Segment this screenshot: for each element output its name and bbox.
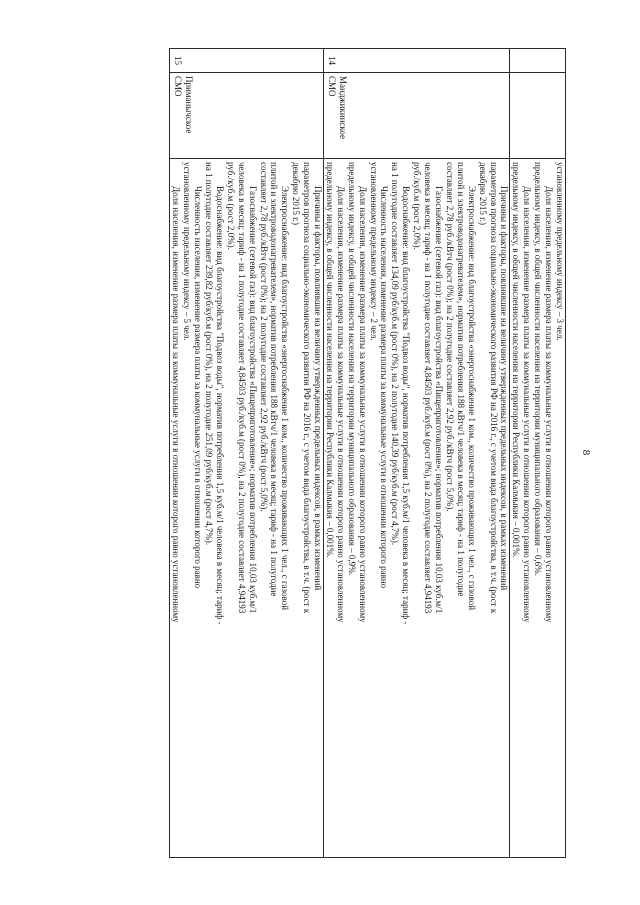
text-line: Причины и факторы, повлиявшие на величину утвержденных предельных индексов, в рамках изменений — [499, 186, 510, 591]
text-line: Численность населения, изменение размера платы за коммунальные услуги в отношении которого равно — [379, 186, 390, 589]
text-line: Газоснабжение (сетевой газ): вид благоустройства «Пищеприготовление»; норматив потребления 10,03 куб.м/1 — [434, 186, 445, 614]
text-line: предельному индексу, в общей численности населения на территории муниципального образования – 0,9%. — [346, 162, 357, 576]
text-line: установленному предельному индексу – 3 чел. — [555, 162, 565, 341]
text-line: установленному предельному индексу – 2 чел. — [368, 162, 379, 341]
municipality-name-cell — [510, 73, 566, 159]
municipality-name-cell: Манджикинское СМО — [324, 73, 510, 159]
table-row — [510, 49, 566, 858]
text-line: составляет 2,78 руб./кВтч (рост 0%); на 2 полугодие составляет 2,92 руб./кВтч (рост 5,0%). — [444, 162, 455, 512]
text-line: на 1 полугодие составляет 134,09 руб/куб.м (рост 0%), на 2 полугодие 140,39 руб/куб.м (рост 4,7%). — [390, 162, 401, 546]
municipality-table — [169, 48, 566, 858]
text-line: Электроснабжение: вид благоустройства «энергоснабжение 1 ком., количество проживающих 1 чел., с газовой — [280, 186, 291, 611]
description-cell — [510, 159, 566, 858]
text-line: составляет 2,78 руб./кВтч (рост 0%); на 2 полугодие составляет 2,92 руб./кВтч (рост 5,0%). — [258, 162, 269, 512]
text-line: предельному индексу, в общей численности населения на территории муниципального образования – 0,6%. — [533, 162, 544, 576]
text-line: Доля населения, изменение размера платы за коммунальные услуги в отношении которого равно установленному — [335, 186, 346, 623]
text-line: параметров прогноза социально-экономического развития РФ на 2016 г., с учетом вида благоустройства, в т.ч. (рост к — [488, 162, 499, 614]
municipality-name-cell: Приманычское СМО — [170, 73, 324, 159]
text-line: плитой и электроводонагревателем», норматив потребления 188 кВтч/1 человека в месяц; тариф - на 1 полугодие — [455, 162, 466, 597]
text-line: предельному индексу, в общей численности населения на территории Республики Калмыкия – 0,001%. — [324, 162, 335, 558]
table-body — [170, 49, 566, 858]
text-line: Доля населения, изменение размера платы за коммунальные услуги в отношении которого равно установленному — [357, 186, 368, 623]
text-line: на 1 полугодие составляет 239,82 руб/куб.м (рост 0%), на 2 полугодие 251,09 руб/куб.м (рост 4,7%). — [204, 162, 214, 546]
text-line: Водоснабжение: вид благоустройства "Подвоз воды", норматив потребления 1,5 куб.м/1 человека в месяц; тариф - — [214, 186, 225, 625]
table-row — [324, 49, 510, 858]
row-number-cell: 15 — [170, 49, 324, 73]
text-line: человека в месяц; тариф - на 1 полугодие составляет 4,84503 руб./куб.м (рост 0%), на 2 полугодие составляет 4,94193 — [423, 162, 434, 614]
text-line: человека в месяц; тариф - на 1 полугодие составляет 4,84503 руб./куб.м (рост 0%), на 2 полугодие составляет 4,94193 — [236, 162, 247, 614]
text-line: предельному индексу, в общей численности населения на территории Республики Калмыкия – 0,001%. — [511, 162, 522, 558]
row-number-cell: 14 — [324, 49, 510, 73]
description-cell — [324, 159, 510, 858]
row-number-cell — [510, 49, 566, 73]
text-line: Доля населения, изменение размера платы за коммунальные услуги в отношении которого равно установленному — [171, 186, 182, 623]
text-line: Доля населения, изменение размера платы за коммунальные услуги в отношении которого равно установленному — [522, 186, 533, 623]
text-line: параметров прогноза социально-экономического развития РФ на 2016 г., с учетом вида благоустройства, в т.ч. (рост к — [302, 162, 313, 614]
text-line: руб./куб.м (рост 2,0%). — [412, 162, 423, 250]
text-line: Электроснабжение: вид благоустройства «энергоснабжение 1 ком., количество проживающих 1 чел., с газовой — [466, 186, 477, 611]
text-line: Доля населения, изменение размера платы за коммунальные услуги в отношении которого равно установленному — [544, 186, 555, 623]
text-line: Численность населения, изменение размера платы за коммунальные услуги в отношении которого равно — [193, 186, 204, 589]
table-row — [170, 49, 324, 858]
page-number: 8 — [580, 449, 592, 456]
text-line: Причины и факторы, повлиявшие на величину утвержденных предельных индексов, в рамках изменений — [313, 186, 324, 591]
text-line: установленному предельному индексу – 5 чел. — [182, 162, 193, 341]
text-line: плитой и электроводонагревателем», норматив потребления 188 кВтч/1 человека в месяц; тариф - на 1 полугодие — [269, 162, 280, 597]
description-cell — [170, 159, 324, 858]
text-line: руб./куб.м (рост 2,0%). — [225, 162, 236, 250]
text-line: декабрю 2015 г.) — [291, 162, 302, 226]
text-line: Газоснабжение (сетевой газ): вид благоустройства «Пищеприготовление»; норматив потребления 10,03 куб.м/1 — [247, 186, 258, 614]
text-line: Водоснабжение: вид благоустройства "Подвоз воды", норматив потребления 1,5 куб.м/1 человека в месяц; тариф - — [401, 186, 412, 625]
text-line: декабрю 2015 г.) — [477, 162, 488, 226]
